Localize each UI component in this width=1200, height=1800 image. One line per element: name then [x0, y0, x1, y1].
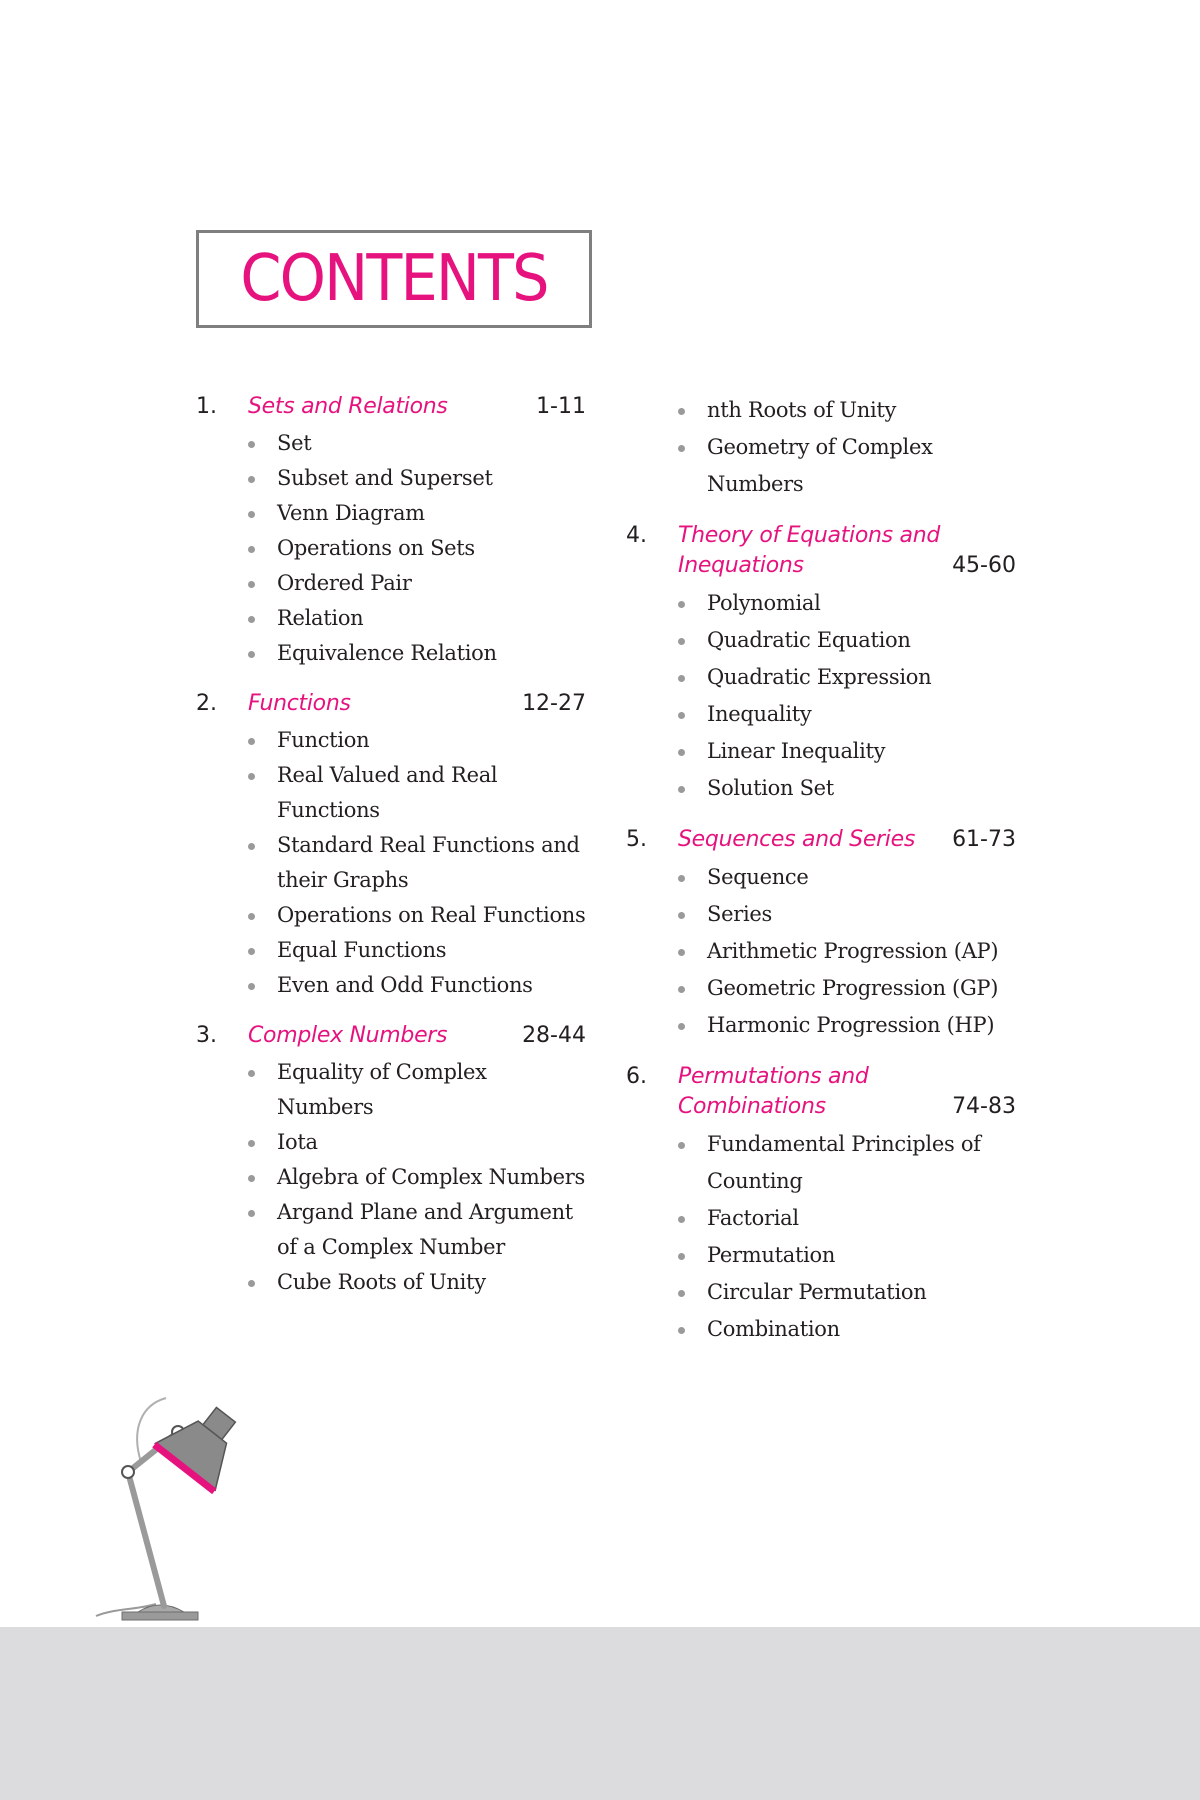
chapter-number: 4.	[626, 523, 647, 548]
topic-item: Cube Roots of Unity	[248, 1265, 586, 1300]
topic-item: Iota	[248, 1125, 586, 1160]
topic-item: Fundamental Principles of Counting	[678, 1126, 1016, 1200]
chapter-number: 2.	[196, 691, 217, 716]
topic-item: nth Roots of Unity	[678, 392, 1016, 429]
chapter-1[interactable]	[196, 392, 586, 671]
bullet-icon	[678, 712, 685, 719]
topic-item: Algebra of Complex Numbers	[248, 1160, 586, 1195]
toc-right-column	[626, 392, 1016, 1366]
chapter-4[interactable]	[626, 521, 1016, 807]
topic-item: Subset and Superset	[248, 461, 586, 496]
chapter-pages: 28-44	[522, 1023, 586, 1048]
bullet-icon	[248, 843, 255, 850]
topic-list-continued	[626, 392, 1016, 503]
chapter-title[interactable]: Complex Numbers	[248, 1023, 448, 1048]
bullet-icon	[678, 986, 685, 993]
bullet-icon	[248, 913, 255, 920]
bullet-icon	[248, 476, 255, 483]
bullet-icon	[248, 773, 255, 780]
chapter-pages: 61-73	[952, 827, 1016, 852]
chapter-6[interactable]	[626, 1062, 1016, 1348]
chapter-pages: 1-11	[536, 394, 586, 419]
topic-item: Argand Plane and Argument of a Complex Number	[248, 1195, 586, 1265]
topic-item: Venn Diagram	[248, 496, 586, 531]
topic-item: Quadratic Expression	[678, 659, 1016, 696]
topic-item: Geometry of Complex Numbers	[678, 429, 1016, 503]
bullet-icon	[248, 1140, 255, 1147]
bullet-icon	[248, 441, 255, 448]
topic-item: Permutation	[678, 1237, 1016, 1274]
bullet-icon	[678, 1142, 685, 1149]
bullet-icon	[248, 1070, 255, 1077]
chapter-title[interactable]: Sequences and Series	[678, 827, 916, 852]
bullet-icon	[248, 1210, 255, 1217]
topic-item: Ordered Pair	[248, 566, 586, 601]
toc-left-column	[196, 392, 586, 1318]
topic-item: Equality of Complex Numbers	[248, 1055, 586, 1125]
bullet-icon	[678, 749, 685, 756]
footer-band	[0, 1627, 1200, 1800]
chapter-number: 1.	[196, 394, 217, 419]
bullet-icon	[678, 1327, 685, 1334]
chapter-5[interactable]	[626, 825, 1016, 1044]
topic-list	[196, 723, 586, 1003]
topic-item: Operations on Sets	[248, 531, 586, 566]
bullet-icon	[678, 675, 685, 682]
bullet-icon	[248, 546, 255, 553]
bullet-icon	[678, 408, 685, 415]
topic-item: Equivalence Relation	[248, 636, 586, 671]
chapter-number: 6.	[626, 1064, 647, 1089]
topic-item: Equal Functions	[248, 933, 586, 968]
topic-item: Quadratic Equation	[678, 622, 1016, 659]
bullet-icon	[248, 511, 255, 518]
bullet-icon	[678, 875, 685, 882]
topic-item: Linear Inequality	[678, 733, 1016, 770]
page-title: CONTENTS	[240, 242, 548, 316]
desk-lamp-icon	[86, 1390, 276, 1630]
chapter-2[interactable]	[196, 689, 586, 1003]
topic-item: Inequality	[678, 696, 1016, 733]
bullet-icon	[248, 1280, 255, 1287]
bullet-icon	[678, 949, 685, 956]
topic-item: Operations on Real Functions	[248, 898, 586, 933]
chapter-pages: 45-60	[952, 553, 1016, 578]
topic-item: Set	[248, 426, 586, 461]
topic-list	[626, 585, 1016, 807]
bullet-icon	[678, 1290, 685, 1297]
topic-item: Function	[248, 723, 586, 758]
chapter-title[interactable]: Sets and Relations	[248, 394, 448, 419]
topic-item: Sequence	[678, 859, 1016, 896]
topic-item: Solution Set	[678, 770, 1016, 807]
bullet-icon	[678, 1023, 685, 1030]
chapter-number: 3.	[196, 1023, 217, 1048]
bullet-icon	[248, 983, 255, 990]
chapter-number: 5.	[626, 827, 647, 852]
bullet-icon	[248, 948, 255, 955]
bullet-icon	[678, 601, 685, 608]
topic-item: Standard Real Functions and their Graphs	[248, 828, 586, 898]
topic-item: Arithmetic Progression (AP)	[678, 933, 1016, 970]
topic-item: Factorial	[678, 1200, 1016, 1237]
chapter-pages: 74-83	[952, 1094, 1016, 1119]
chapter-title[interactable]: Permutations and Combinations	[678, 1064, 869, 1119]
topic-item: Harmonic Progression (HP)	[678, 1007, 1016, 1044]
topic-item: Circular Permutation	[678, 1274, 1016, 1311]
bullet-icon	[248, 616, 255, 623]
bullet-icon	[678, 1253, 685, 1260]
topic-item: Even and Odd Functions	[248, 968, 586, 1003]
chapter-title[interactable]: Functions	[248, 691, 351, 716]
contents-title-box	[196, 230, 592, 328]
chapter-pages: 12-27	[522, 691, 586, 716]
topic-item: Geometric Progression (GP)	[678, 970, 1016, 1007]
bullet-icon	[248, 581, 255, 588]
topic-list	[196, 1055, 586, 1300]
topic-item: Combination	[678, 1311, 1016, 1348]
chapter-3[interactable]	[196, 1021, 586, 1300]
bullet-icon	[678, 912, 685, 919]
bullet-icon	[678, 445, 685, 452]
topic-list	[626, 859, 1016, 1044]
chapter-title[interactable]: Theory of Equations and Inequations	[678, 523, 941, 578]
topic-item: Real Valued and Real Functions	[248, 758, 586, 828]
topic-item: Series	[678, 896, 1016, 933]
bullet-icon	[678, 786, 685, 793]
bullet-icon	[678, 638, 685, 645]
topic-list	[196, 426, 586, 671]
bullet-icon	[248, 738, 255, 745]
bullet-icon	[248, 651, 255, 658]
topic-list	[626, 1126, 1016, 1348]
bullet-icon	[248, 1175, 255, 1182]
topic-item: Polynomial	[678, 585, 1016, 622]
topic-item: Relation	[248, 601, 586, 636]
bullet-icon	[678, 1216, 685, 1223]
